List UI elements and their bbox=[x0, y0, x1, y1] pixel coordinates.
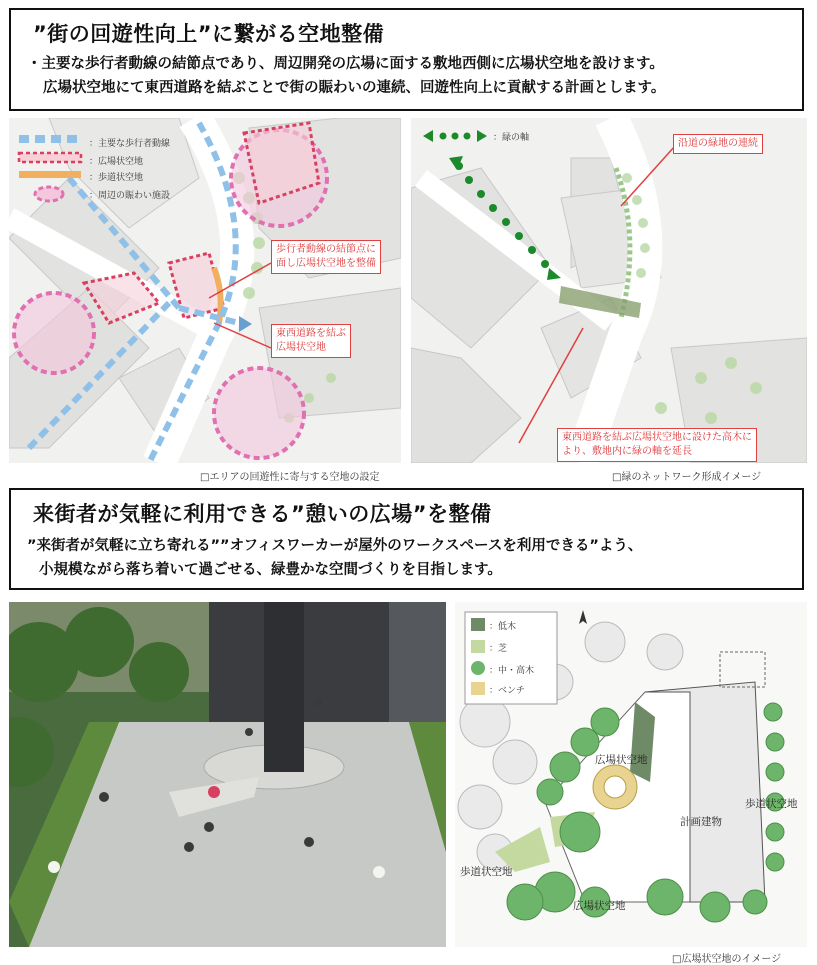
legend-sidewalk: ：歩道状空地 bbox=[89, 173, 144, 183]
callout-east-west bbox=[271, 324, 351, 358]
circulation-map bbox=[9, 118, 401, 463]
legend-tree: ：中・高木 bbox=[489, 666, 535, 676]
plan-label-sidewalk-left: 歩道状空地 bbox=[460, 866, 513, 878]
section-header-plaza bbox=[9, 488, 804, 590]
callout-text: 歩行者動線の結節点に bbox=[276, 244, 376, 255]
callout-roadside-green: 沿道の緑地の連続 bbox=[673, 134, 763, 154]
plan-label-plaza-bottom: 広場状空地 bbox=[573, 900, 626, 912]
plaza-site-plan bbox=[455, 602, 807, 947]
caption-plaza-image: □広場状空地のイメージ bbox=[672, 954, 782, 965]
callout-text: より、敷地内に緑の軸を延長 bbox=[562, 446, 692, 457]
section-title: 来街者が気軽に利用できる”憩いの広場”を整備 bbox=[33, 502, 492, 526]
site-plan-drawing bbox=[455, 602, 807, 947]
callout-text: 東西道路を結ぶ広場状空地に設けた高木に bbox=[562, 432, 752, 443]
legend-shrub: ：低木 bbox=[489, 622, 517, 632]
legend-plaza: ：広場状空地 bbox=[89, 157, 144, 167]
section-title: ”街の回遊性向上”に繋がる空地整備 bbox=[33, 22, 385, 46]
plan-label-plaza: 広場状空地 bbox=[595, 754, 648, 766]
legend-green-axis: ：緑の軸 bbox=[493, 133, 530, 143]
legend-facility: ：周辺の賑わい施設 bbox=[89, 191, 171, 201]
section-text-line: 広場状空地にて東西道路を結ぶことで街の賑わいの連続、回遊性向上に貢献する計画とします。 bbox=[43, 80, 666, 96]
plan-label-building: 計画建物 bbox=[680, 816, 722, 828]
legend-pedestrian-route: ：主要な歩行者動線 bbox=[89, 139, 171, 149]
circulation-map-drawing bbox=[9, 118, 401, 463]
callout-green-axis bbox=[557, 428, 757, 462]
section-header-circulation bbox=[9, 8, 804, 111]
callout-text: 東西道路を結ぶ bbox=[276, 328, 346, 339]
green-network-map-drawing bbox=[411, 118, 807, 463]
plan-label-sidewalk-right: 歩道状空地 bbox=[745, 798, 798, 810]
plaza-rendering-image bbox=[9, 602, 446, 947]
legend-lawn: ：芝 bbox=[489, 644, 508, 654]
callout-text: 広場状空地 bbox=[276, 342, 326, 353]
section-text-line: ・主要な歩行者動線の結節点であり、周辺開発の広場に面する敷地西側に広場状空地を設けます。 bbox=[27, 56, 664, 72]
caption-green-network: □緑のネットワーク形成イメージ bbox=[612, 472, 762, 483]
callout-text: 面し広場状空地を整備 bbox=[276, 258, 376, 269]
section-text-line: 小規模ながら落ち着いて過ごせる、緑豊かな空間づくりを目指します。 bbox=[39, 562, 502, 578]
section-text-line: ”来街者が気軽に立ち寄れる””オフィスワーカーが屋外のワークスペースを利用できる”よう、 bbox=[27, 538, 643, 554]
caption-circulation: □エリアの回遊性に寄与する空地の設定 bbox=[200, 472, 380, 483]
callout-node-plaza bbox=[271, 240, 381, 274]
plaza-rendering-drawing bbox=[9, 602, 446, 947]
legend-bench: ：ベンチ bbox=[489, 686, 526, 696]
green-network-map bbox=[411, 118, 807, 463]
